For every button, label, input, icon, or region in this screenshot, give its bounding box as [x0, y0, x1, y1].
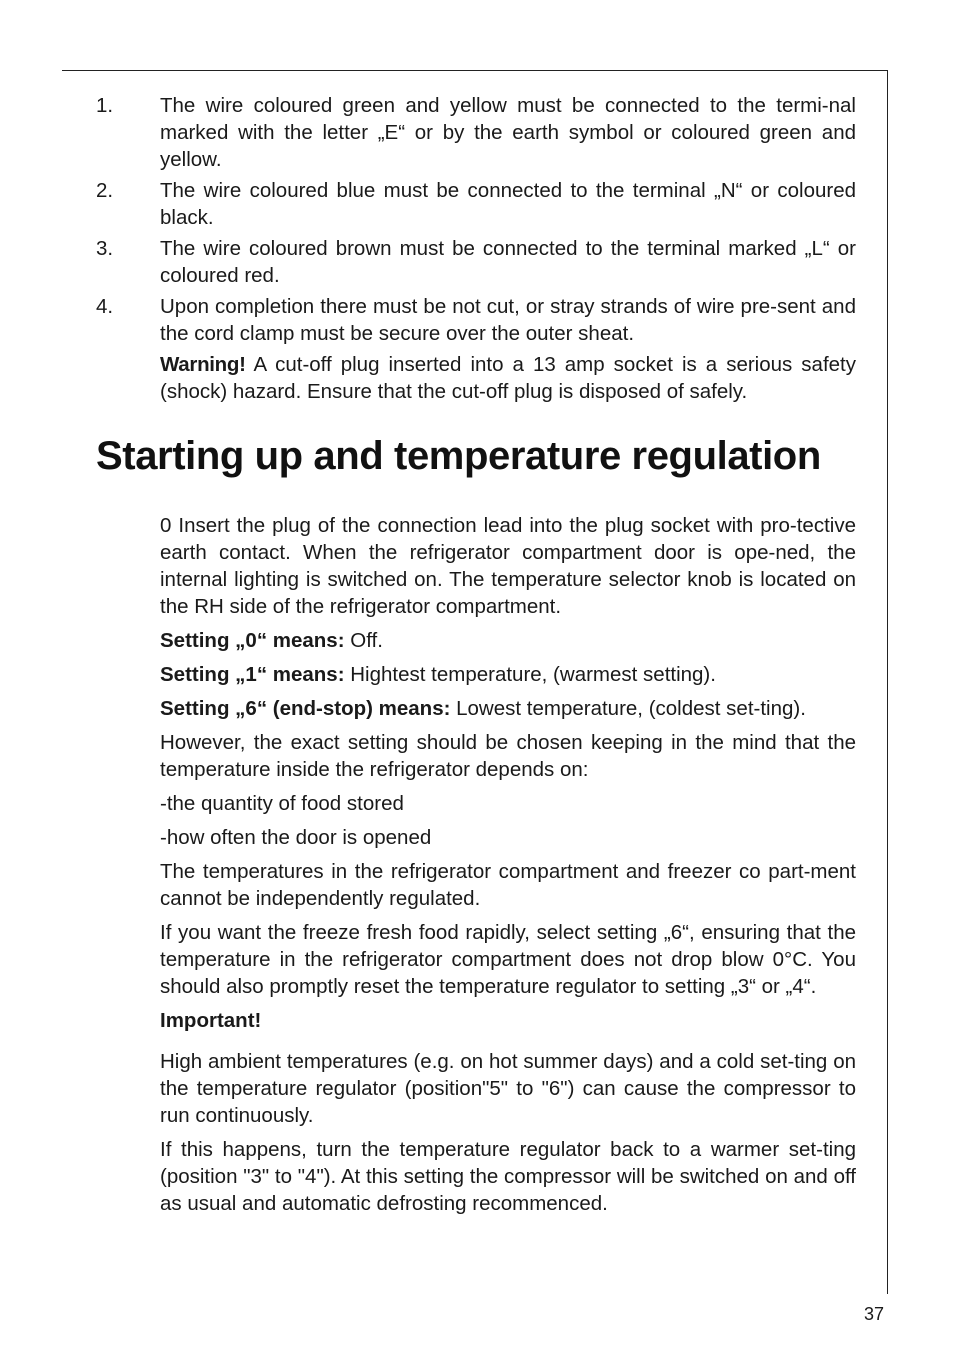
wiring-instructions-list: [96, 92, 856, 405]
setting-0-label: Setting „0“ means:: [160, 629, 345, 652]
list-item-text: The wire coloured green and yellow must be connected to the termi-nal marked with the letter „E“ or by the earth symbol or coloured green and yellow.: [160, 94, 856, 171]
intro-paragraph: 0 Insert the plug of the connection lead into the plug socket with pro-tective earth contact. When the refrigerator compartment door is ope-ned, the internal lighting is switched on. The temperature selector knob is located on the RH side of the refrigerator compartment.: [160, 514, 856, 618]
list-item-number: 1.: [96, 94, 114, 117]
setting-6-label: Setting „6“ (end-stop) means:: [160, 697, 451, 720]
setting-6-text: Lowest temperature, (coldest set-ting).: [450, 697, 806, 720]
setting-0-text: Off.: [344, 629, 383, 652]
ambient-paragraph: High ambient temperatures (e.g. on hot summer days) and a cold set-ting on the temperature regulator (position"5" to "6") can cause the compressor to run continuously.: [160, 1050, 856, 1127]
list-item-number: 2.: [96, 179, 114, 202]
list-item: [96, 92, 856, 173]
dependency-item: -how often the door is opened: [160, 826, 432, 849]
side-rule: [887, 70, 888, 1294]
freeze-paragraph: If you want the freeze fresh food rapidly, select setting „6“, ensuring that the temperature in the refrigerator compartment does not drop blow 0°C. You should also promptly reset the temperature regulator to setting „3“ or „4“.: [160, 921, 856, 998]
top-rule: [62, 70, 888, 71]
list-item: [96, 177, 856, 231]
however-paragraph: However, the exact setting should be chosen keeping in the mind that the temperature inside the refrigerator depends on:: [160, 731, 856, 781]
list-item-text: The wire coloured brown must be connected to the terminal marked „L“ or coloured red.: [160, 237, 856, 287]
setting-1-text: Hightest temperature, (warmest setting).: [344, 663, 716, 686]
warning-note: [160, 351, 856, 405]
list-item-text: Upon completion there must be not cut, or stray strands of wire pre-sent and the cord clamp must be secure over the outer sheat.: [160, 295, 856, 345]
setting-1-paragraph: [160, 661, 856, 688]
warning-text: A cut-off plug inserted into a 13 amp socket is a serious safety (shock) hazard. Ensure that the cut-off plug is disposed of safely.: [160, 353, 856, 403]
setting-1-label: Setting „1“ means:: [160, 663, 345, 686]
setting-0-paragraph: [160, 627, 856, 654]
setting-6-paragraph: [160, 695, 856, 722]
section-body: [160, 512, 856, 1224]
list-item: [96, 293, 856, 347]
list-item-number: 3.: [96, 237, 114, 260]
list-item: [96, 235, 856, 289]
warning-label: Warning!: [160, 353, 246, 376]
section-heading: Starting up and temperature regulation: [96, 434, 821, 478]
important-label: Important!: [160, 1009, 262, 1032]
list-item-text: The wire coloured blue must be connected to the terminal „N“ or coloured black.: [160, 179, 856, 229]
dependency-item: -the quantity of food stored: [160, 792, 404, 815]
list-item-number: 4.: [96, 295, 114, 318]
important-heading: [160, 1007, 856, 1034]
independent-paragraph: The temperatures in the refrigerator compartment and freezer co part-ment cannot be independently regulated.: [160, 860, 856, 910]
happens-paragraph: If this happens, turn the temperature regulator back to a warmer set-ting (position "3" to "4"). At this setting the compressor will be switched on and off as usual and automatic defrosting recommenced.: [160, 1138, 856, 1215]
page-number: 37: [864, 1304, 885, 1324]
